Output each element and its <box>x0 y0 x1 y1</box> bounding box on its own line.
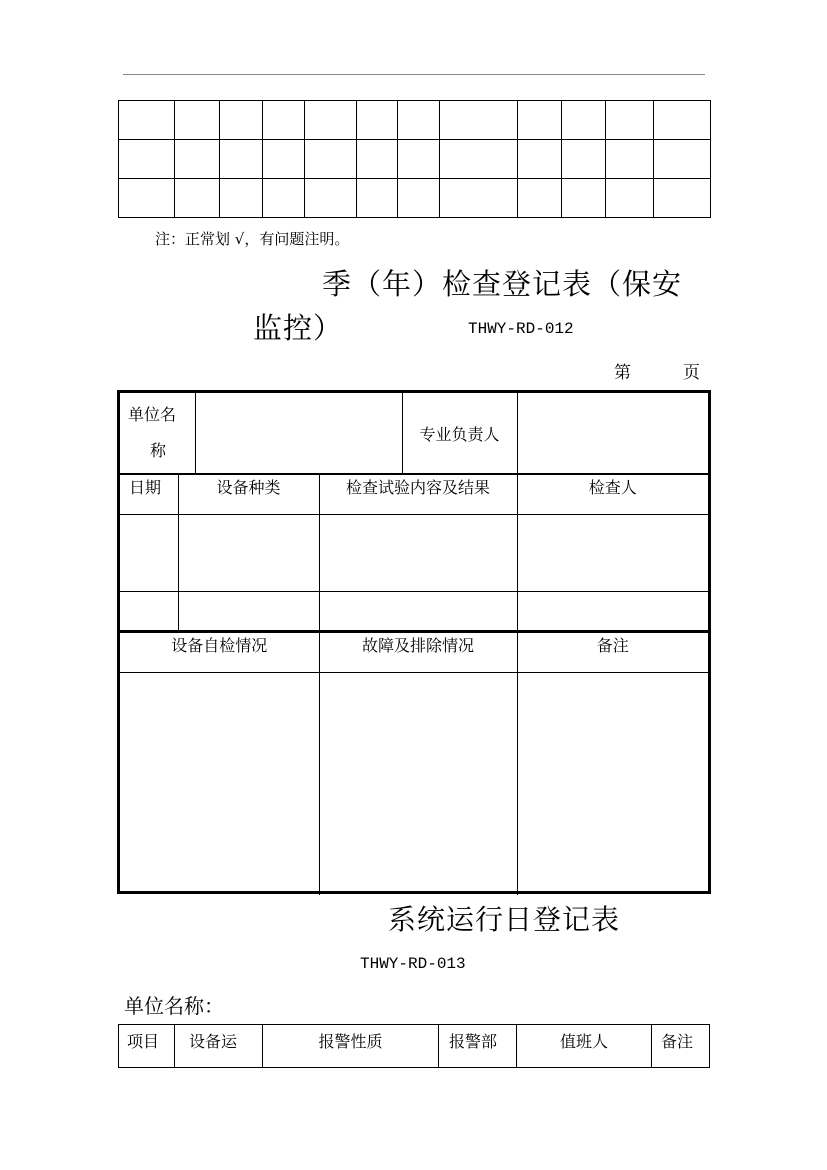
col-header-equipment-type: 设备种类 <box>178 475 319 515</box>
grid-cell[interactable] <box>305 140 357 179</box>
grid-cell[interactable] <box>220 140 263 179</box>
grid-cell[interactable] <box>606 179 654 218</box>
responsible-value[interactable] <box>517 393 708 474</box>
grid-cell[interactable] <box>305 179 357 218</box>
grid-cell[interactable] <box>175 140 220 179</box>
grid-cell[interactable] <box>562 101 606 140</box>
grid-cell[interactable] <box>654 179 711 218</box>
grid-cell[interactable] <box>263 140 305 179</box>
grid-cell[interactable] <box>562 140 606 179</box>
col-header-item: 项目 <box>119 1025 175 1068</box>
col-header-alarm-type: 报警性质 <box>263 1025 439 1068</box>
col-header-fault-handling: 故障及排除情况 <box>319 632 517 673</box>
table-row <box>119 140 711 179</box>
grid-cell[interactable] <box>606 140 654 179</box>
grid-cell[interactable] <box>398 101 440 140</box>
grid-cell[interactable] <box>263 179 305 218</box>
grid-cell[interactable] <box>357 140 398 179</box>
check-record-table <box>120 474 708 631</box>
grid-cell[interactable] <box>440 101 518 140</box>
table-cell[interactable] <box>517 515 708 592</box>
grid-cell[interactable] <box>175 179 220 218</box>
grid-cell[interactable] <box>654 140 711 179</box>
form3-code: THWY-RD-013 <box>360 955 466 973</box>
table-row <box>120 673 708 896</box>
grid-cell[interactable] <box>398 140 440 179</box>
check-grid-table <box>118 100 711 218</box>
table-cell[interactable] <box>120 592 178 631</box>
unit-name-value[interactable] <box>195 393 402 474</box>
grid-cell[interactable] <box>357 179 398 218</box>
table-cell[interactable] <box>178 515 319 592</box>
self-check-table <box>120 631 708 895</box>
table-row <box>120 475 708 515</box>
table-row <box>119 101 711 140</box>
col-header-date: 日期 <box>120 475 178 515</box>
grid-cell[interactable] <box>357 101 398 140</box>
table-row <box>120 632 708 673</box>
grid-cell[interactable] <box>398 179 440 218</box>
table-cell[interactable] <box>120 673 319 896</box>
form-header-table <box>120 393 708 474</box>
grid-cell[interactable] <box>518 140 562 179</box>
table-row <box>120 592 708 631</box>
form3-unit-label: 单位名称： <box>124 994 224 1018</box>
form-code: THWY-RD-012 <box>468 320 574 338</box>
col-header-equipment-status: 设备运 <box>175 1025 263 1068</box>
col-header-duty-person: 值班人 <box>517 1025 652 1068</box>
table-row <box>120 393 708 474</box>
page-label-prefix: 第 <box>614 363 631 383</box>
table-cell[interactable] <box>319 515 517 592</box>
table-cell[interactable] <box>178 592 319 631</box>
grid-cell[interactable] <box>606 101 654 140</box>
grid-cell[interactable] <box>518 179 562 218</box>
col-header-remarks: 备注 <box>652 1025 710 1068</box>
grid-cell[interactable] <box>440 179 518 218</box>
grid-cell[interactable] <box>305 101 357 140</box>
page-label-suffix: 页 <box>683 363 700 383</box>
grid-cell[interactable] <box>220 179 263 218</box>
col-header-self-check: 设备自检情况 <box>120 632 319 673</box>
form-title-line1: 季（年）检查登记表（保安 <box>322 267 683 301</box>
col-header-inspector: 检查人 <box>517 475 708 515</box>
col-header-remarks: 备注 <box>517 632 708 673</box>
col-header-alarm-location: 报警部 <box>439 1025 517 1068</box>
grid-cell[interactable] <box>119 179 175 218</box>
header-rule <box>123 74 705 75</box>
table-row <box>119 179 711 218</box>
grid-cell[interactable] <box>440 140 518 179</box>
grid-cell[interactable] <box>562 179 606 218</box>
quarterly-check-form <box>117 390 711 894</box>
table-cell[interactable] <box>120 515 178 592</box>
col-header-check-content: 检查试验内容及结果 <box>319 475 517 515</box>
grid-cell[interactable] <box>263 101 305 140</box>
table-cell[interactable] <box>319 592 517 631</box>
table-row <box>120 515 708 592</box>
form-title-line2: 监控） <box>253 311 344 345</box>
table-cell[interactable] <box>319 673 517 896</box>
form3-title: 系统运行日登记表 <box>388 903 621 936</box>
grid-cell[interactable] <box>220 101 263 140</box>
unit-name-label-line1: 单位名 <box>128 405 177 424</box>
grid-cell[interactable] <box>654 101 711 140</box>
responsible-label: 专业负责人 <box>402 393 517 474</box>
table-cell[interactable] <box>517 592 708 631</box>
grid-cell[interactable] <box>119 101 175 140</box>
table-row <box>119 1025 710 1068</box>
daily-log-table <box>118 1024 710 1068</box>
note-text: 注：正常划 √，有问题注明。 <box>155 230 350 248</box>
unit-name-label <box>120 393 195 474</box>
grid-cell[interactable] <box>175 101 220 140</box>
unit-name-label-line2: 称 <box>150 441 167 460</box>
grid-cell[interactable] <box>518 101 562 140</box>
grid-cell[interactable] <box>119 140 175 179</box>
table-cell[interactable] <box>517 673 708 896</box>
